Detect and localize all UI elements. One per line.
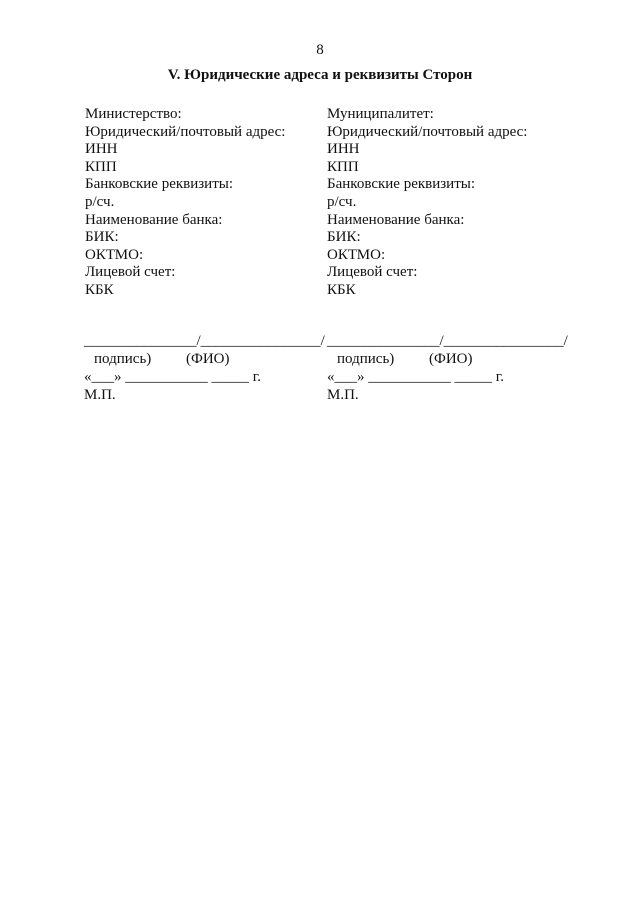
ministry-signature-block [84,332,325,404]
municipality-field-bank-details: Банковские реквизиты: [327,176,476,193]
municipality-stamp-label: М.П. [327,387,359,403]
ministry-field-bank-details: Банковские реквизиты: [85,176,234,193]
municipality-field-account: р/сч. [327,193,357,210]
municipality-field-kpp: КПП [327,158,359,175]
ministry-field-personal-account: Лицевой счет: [85,264,176,281]
ministry-field-address: Юридический/почтовый адрес: [85,123,286,140]
ministry-field-oktmo: ОКТМО: [85,246,144,263]
ministry-stamp-label: М.П. [84,387,116,403]
ministry-signature-line: _______________/________________/ [84,333,325,349]
municipality-field-bik: БИК: [327,229,361,246]
ministry-field-kbk: КБК [85,281,114,298]
municipality-signature-block [327,332,568,404]
page-number: 8 [316,42,324,58]
municipality-signature-caption [327,350,568,368]
section-heading: V. Юридические адреса и реквизиты Сторон [167,67,473,83]
municipality-field-inn: ИНН [327,141,360,158]
ministry-field-bik: БИК: [85,229,119,246]
ministry-field-kpp: КПП [85,158,117,175]
ministry-requisites [85,106,285,300]
ministry-field-name: Министерство: [85,106,182,122]
ministry-signature-caption [84,350,325,368]
ministry-field-account: р/сч. [85,193,115,210]
municipality-sign-caption: подпись) [337,351,395,367]
municipality-signature-line: _______________/________________/ [327,333,568,349]
municipality-field-oktmo: ОКТМО: [327,246,386,263]
ministry-field-inn: ИНН [85,141,118,158]
municipality-date-line: «___» ___________ _____ г. [327,369,504,385]
ministry-sign-caption: подпись) [94,351,152,367]
municipality-field-name: Муниципалитет: [327,106,434,122]
municipality-field-personal-account: Лицевой счет: [327,264,418,281]
ministry-date-line: «___» ___________ _____ г. [84,369,261,385]
municipality-fio-caption: (ФИО) [429,351,473,367]
ministry-fio-caption: (ФИО) [186,351,230,367]
municipality-field-bank-name: Наименование банка: [327,211,465,228]
ministry-field-bank-name: Наименование банка: [85,211,223,228]
municipality-field-kbk: КБК [327,281,356,298]
municipality-field-address: Юридический/почтовый адрес: [327,123,528,140]
municipality-requisites [327,106,527,300]
